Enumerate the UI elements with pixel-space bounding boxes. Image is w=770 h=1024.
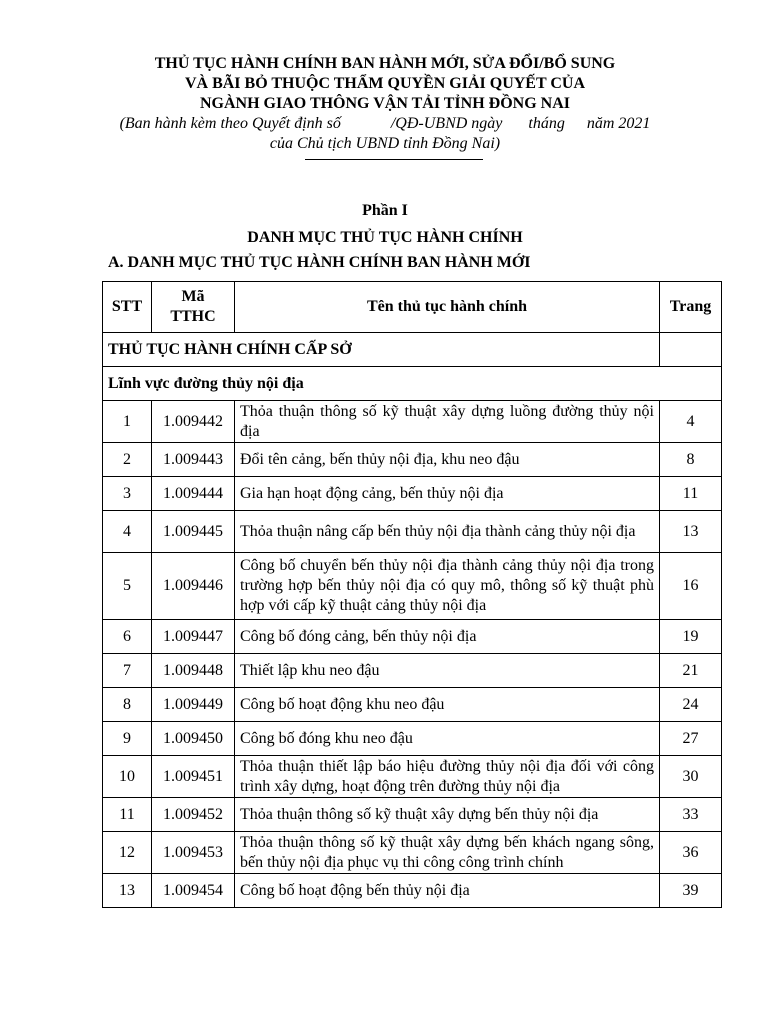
- row-page: 13: [660, 511, 722, 553]
- row-stt: 5: [103, 553, 152, 620]
- section-a-heading: A. DANH MỤC THỦ TỤC HÀNH CHÍNH BAN HÀNH MỚI: [108, 254, 531, 271]
- decision-day: ngày: [471, 115, 503, 132]
- row-stt: 2: [103, 443, 152, 477]
- row-name: Công bố hoạt động bến thủy nội địa: [235, 874, 660, 908]
- row-stt: 4: [103, 511, 152, 553]
- decision-prefix: (Ban hành kèm theo Quyết định số: [119, 115, 341, 132]
- row-code: 1.009448: [152, 654, 235, 688]
- document-title-line-1: THỦ TỤC HÀNH CHÍNH BAN HÀNH MỚI, SỬA ĐỔI/BỔ SUNG: [154, 55, 616, 72]
- row-stt: 6: [103, 620, 152, 654]
- row-name: Thỏa thuận thông số kỹ thuật xây dựng luồng đường thủy nội địa: [235, 401, 660, 443]
- column-header-page: Trang: [660, 282, 722, 333]
- group-title: THỦ TỤC HÀNH CHÍNH CẤP SỞ: [103, 333, 660, 367]
- table-row: [103, 832, 722, 874]
- row-name: Gia hạn hoạt động cảng, bến thủy nội địa: [235, 477, 660, 511]
- decision-year: năm 2021: [586, 115, 651, 132]
- row-name: Thỏa thuận thông số kỹ thuật xây dựng bến khách ngang sông, bến thủy nội địa phục vụ thi công công trình chính: [235, 832, 660, 874]
- row-page: 33: [660, 798, 722, 832]
- decision-number: /QĐ-UBND: [390, 115, 468, 132]
- row-name: Công bố đóng cảng, bến thủy nội địa: [235, 620, 660, 654]
- row-name: Thỏa thuận nâng cấp bến thủy nội địa thành cảng thủy nội địa: [235, 511, 660, 553]
- table-row: [103, 511, 722, 553]
- title-underline: [305, 159, 483, 160]
- table-row: [103, 688, 722, 722]
- row-code: 1.009442: [152, 401, 235, 443]
- row-stt: 12: [103, 832, 152, 874]
- row-name: Đổi tên cảng, bến thủy nội địa, khu neo đậu: [235, 443, 660, 477]
- row-name: Công bố đóng khu neo đậu: [235, 722, 660, 756]
- table-row: [103, 553, 722, 620]
- table-row: [103, 874, 722, 908]
- column-header-name: Tên thủ tục hành chính: [235, 282, 660, 333]
- decision-reference: [0, 114, 770, 134]
- row-page: 39: [660, 874, 722, 908]
- part-label: Phần I: [362, 202, 408, 219]
- decision-issuer: của Chủ tịch UBND tỉnh Đồng Nai): [269, 135, 501, 152]
- row-page: 30: [660, 756, 722, 798]
- row-stt: 9: [103, 722, 152, 756]
- table-row: [103, 443, 722, 477]
- table-row: [103, 477, 722, 511]
- table-row: [103, 722, 722, 756]
- row-code: 1.009446: [152, 553, 235, 620]
- row-code: 1.009449: [152, 688, 235, 722]
- table-row: [103, 620, 722, 654]
- row-page: 11: [660, 477, 722, 511]
- column-header-code-line-2: TTHC: [170, 308, 216, 325]
- row-code: 1.009443: [152, 443, 235, 477]
- part-title: DANH MỤC THỦ TỤC HÀNH CHÍNH: [247, 229, 523, 246]
- row-stt: 1: [103, 401, 152, 443]
- table-row: [103, 798, 722, 832]
- row-page: 16: [660, 553, 722, 620]
- row-stt: 7: [103, 654, 152, 688]
- table-header-row: [103, 282, 722, 333]
- row-stt: 11: [103, 798, 152, 832]
- row-page: 19: [660, 620, 722, 654]
- row-code: 1.009451: [152, 756, 235, 798]
- row-page: 8: [660, 443, 722, 477]
- row-code: 1.009452: [152, 798, 235, 832]
- document-title-line-2: VÀ BÃI BỎ THUỘC THẨM QUYỀN GIẢI QUYẾT CỦA: [184, 75, 586, 92]
- row-stt: 3: [103, 477, 152, 511]
- column-header-stt: STT: [103, 282, 152, 333]
- row-name: Thỏa thuận thiết lập báo hiệu đường thủy nội địa đối với công trình xây dựng, hoạt động trên đường thủy nội địa: [235, 756, 660, 798]
- row-page: 4: [660, 401, 722, 443]
- row-name: Thỏa thuận thông số kỹ thuật xây dựng bến thủy nội địa: [235, 798, 660, 832]
- row-page: 21: [660, 654, 722, 688]
- row-name: Công bố chuyển bến thủy nội địa thành cảng thủy nội địa trong trường hợp bến thủy nội địa có quy mô, thông số kỹ thuật phù hợp với cấp kỹ thuật cảng thủy nội địa: [235, 553, 660, 620]
- table-row: [103, 401, 722, 443]
- column-header-code-line-1: Mã: [181, 288, 205, 305]
- decision-month: tháng: [528, 115, 565, 132]
- row-code: 1.009453: [152, 832, 235, 874]
- row-stt: 13: [103, 874, 152, 908]
- group-row: [103, 333, 722, 367]
- row-code: 1.009454: [152, 874, 235, 908]
- row-name: Thiết lập khu neo đậu: [235, 654, 660, 688]
- document-title-line-3: NGÀNH GIAO THÔNG VẬN TẢI TỈNH ĐỒNG NAI: [200, 95, 570, 112]
- table-row: [103, 756, 722, 798]
- table-row: [103, 654, 722, 688]
- group-page-cell: [660, 333, 722, 367]
- procedure-table: [102, 281, 722, 908]
- row-page: 24: [660, 688, 722, 722]
- row-page: 27: [660, 722, 722, 756]
- row-name: Công bố hoạt động khu neo đậu: [235, 688, 660, 722]
- row-code: 1.009444: [152, 477, 235, 511]
- field-row: [103, 367, 722, 401]
- row-code: 1.009447: [152, 620, 235, 654]
- row-page: 36: [660, 832, 722, 874]
- row-code: 1.009445: [152, 511, 235, 553]
- row-stt: 8: [103, 688, 152, 722]
- row-code: 1.009450: [152, 722, 235, 756]
- field-title: Lĩnh vực đường thủy nội địa: [103, 367, 722, 401]
- column-header-code: [152, 282, 235, 333]
- row-stt: 10: [103, 756, 152, 798]
